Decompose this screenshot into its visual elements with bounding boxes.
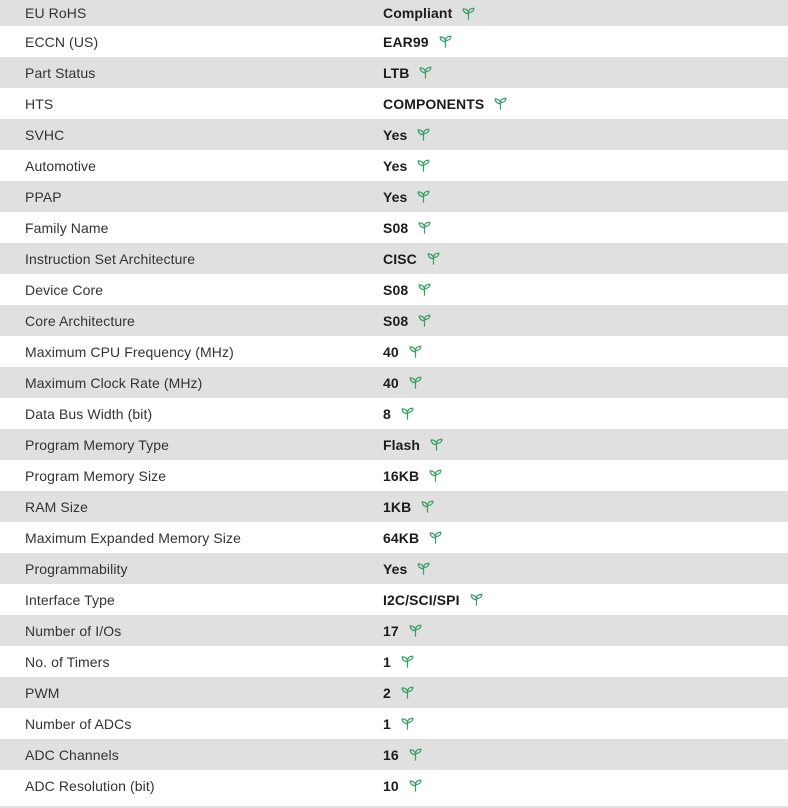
spec-value: LTB: [383, 64, 410, 81]
spec-value-cell: [383, 561, 788, 577]
spec-label: Data Bus Width (bit): [25, 405, 153, 422]
spec-value-cell: [383, 499, 788, 515]
spec-value: CISC: [383, 250, 417, 267]
spec-value-cell: [383, 437, 788, 453]
leaf-icon: [408, 375, 423, 390]
spec-label: PWM: [25, 684, 60, 701]
spec-row: [0, 367, 788, 398]
spec-row: [0, 57, 788, 88]
spec-value-cell: [383, 375, 788, 391]
spec-row: [0, 119, 788, 150]
spec-label: Maximum CPU Frequency (MHz): [25, 343, 234, 360]
spec-value: S08: [383, 281, 409, 298]
spec-value-cell: [383, 530, 788, 546]
spec-value: 16KB: [383, 467, 420, 484]
spec-value-cell: [383, 282, 788, 298]
spec-label: Instruction Set Architecture: [25, 250, 196, 267]
spec-value: COMPONENTS: [383, 95, 485, 112]
spec-value: 17: [383, 622, 399, 639]
spec-label: Maximum Clock Rate (MHz): [25, 374, 203, 391]
spec-value: 64KB: [383, 529, 420, 546]
spec-value: Compliant: [383, 5, 453, 21]
leaf-icon: [417, 220, 432, 235]
spec-row: [0, 0, 788, 26]
spec-value-cell: [383, 623, 788, 639]
spec-value-cell: [383, 344, 788, 360]
spec-label: Interface Type: [25, 591, 115, 608]
spec-row: [0, 243, 788, 274]
spec-row: [0, 336, 788, 367]
spec-label: Number of ADCs: [25, 715, 132, 732]
spec-row: [0, 677, 788, 708]
spec-value: 8: [383, 405, 391, 422]
spec-value-cell: [383, 654, 788, 670]
spec-value: 40: [383, 374, 399, 391]
spec-value-cell: [383, 189, 788, 205]
spec-label: PPAP: [25, 188, 62, 205]
leaf-icon: [420, 499, 435, 514]
spec-label: Automotive: [25, 157, 97, 174]
spec-value: EAR99: [383, 33, 429, 50]
spec-value-cell: [383, 220, 788, 236]
spec-row: [0, 770, 788, 801]
spec-value-cell: [383, 251, 788, 267]
leaf-icon: [469, 592, 484, 607]
spec-label: Family Name: [25, 219, 109, 236]
spec-value-cell: [383, 778, 788, 794]
leaf-icon: [400, 716, 415, 731]
spec-label: RAM Size: [25, 498, 89, 515]
spec-value-cell: [383, 592, 788, 608]
spec-row: [0, 522, 788, 553]
leaf-icon: [417, 282, 432, 297]
spec-value: 1KB: [383, 498, 412, 515]
leaf-icon: [400, 406, 415, 421]
spec-label: Number of I/Os: [25, 622, 122, 639]
spec-row: [0, 646, 788, 677]
spec-value: Flash: [383, 436, 421, 453]
spec-row: [0, 429, 788, 460]
spec-row: [0, 212, 788, 243]
spec-label: Program Memory Type: [25, 436, 170, 453]
spec-row: [0, 460, 788, 491]
spec-value-cell: [383, 747, 788, 763]
leaf-icon: [428, 530, 443, 545]
spec-label: No. of Timers: [25, 653, 110, 670]
spec-row: [0, 739, 788, 770]
spec-label: Programmability: [25, 560, 128, 577]
spec-row: [0, 584, 788, 615]
spec-value: S08: [383, 219, 409, 236]
spec-label: ADC Channels: [25, 746, 119, 763]
spec-value: 1: [383, 715, 391, 732]
spec-value: 16: [383, 746, 399, 763]
spec-value: Yes: [383, 188, 408, 205]
spec-value: 40: [383, 343, 399, 360]
spec-label: HTS: [25, 95, 54, 112]
leaf-icon: [428, 468, 443, 483]
spec-value-cell: [383, 158, 788, 174]
spec-row: [0, 615, 788, 646]
spec-value: I2C/SCI/SPI: [383, 591, 460, 608]
spec-value: 10: [383, 777, 399, 794]
leaf-icon: [408, 747, 423, 762]
spec-value: Yes: [383, 157, 408, 174]
spec-value: Yes: [383, 126, 408, 143]
spec-value-cell: [383, 468, 788, 484]
spec-label: ECCN (US): [25, 33, 99, 50]
leaf-icon: [416, 127, 431, 142]
spec-row: [0, 274, 788, 305]
spec-value: Yes: [383, 560, 408, 577]
spec-label: Device Core: [25, 281, 104, 298]
spec-row: [0, 491, 788, 522]
spec-row: [0, 88, 788, 119]
spec-value: 1: [383, 653, 391, 670]
leaf-icon: [438, 34, 453, 49]
spec-label: ADC Resolution (bit): [25, 777, 155, 794]
leaf-icon: [418, 65, 433, 80]
spec-row: [0, 553, 788, 584]
leaf-icon: [416, 158, 431, 173]
leaf-icon: [429, 437, 444, 452]
spec-value: S08: [383, 312, 409, 329]
spec-value-cell: [383, 65, 788, 81]
leaf-icon: [461, 6, 476, 21]
leaf-icon: [416, 189, 431, 204]
spec-label: Core Architecture: [25, 312, 135, 329]
spec-label: Part Status: [25, 64, 96, 81]
spec-label: SVHC: [25, 126, 65, 143]
spec-label: Maximum Expanded Memory Size: [25, 529, 241, 546]
spec-value-cell: [383, 127, 788, 143]
spec-row: [0, 26, 788, 57]
leaf-icon: [493, 96, 508, 111]
leaf-icon: [408, 778, 423, 793]
leaf-icon: [426, 251, 441, 266]
spec-value-cell: [383, 5, 788, 21]
spec-row: [0, 398, 788, 429]
spec-value-cell: [383, 685, 788, 701]
spec-value-cell: [383, 406, 788, 422]
spec-value-cell: [383, 34, 788, 50]
spec-value-cell: [383, 96, 788, 112]
spec-row: [0, 181, 788, 212]
leaf-icon: [417, 313, 432, 328]
spec-value-cell: [383, 716, 788, 732]
leaf-icon: [408, 344, 423, 359]
spec-label: Program Memory Size: [25, 467, 167, 484]
leaf-icon: [400, 685, 415, 700]
leaf-icon: [400, 654, 415, 669]
spec-row: [0, 305, 788, 336]
spec-label: EU RoHS: [25, 5, 87, 21]
leaf-icon: [416, 561, 431, 576]
leaf-icon: [408, 623, 423, 638]
spec-value: 2: [383, 684, 391, 701]
spec-row: [0, 708, 788, 739]
spec-row: [0, 150, 788, 181]
spec-value-cell: [383, 313, 788, 329]
